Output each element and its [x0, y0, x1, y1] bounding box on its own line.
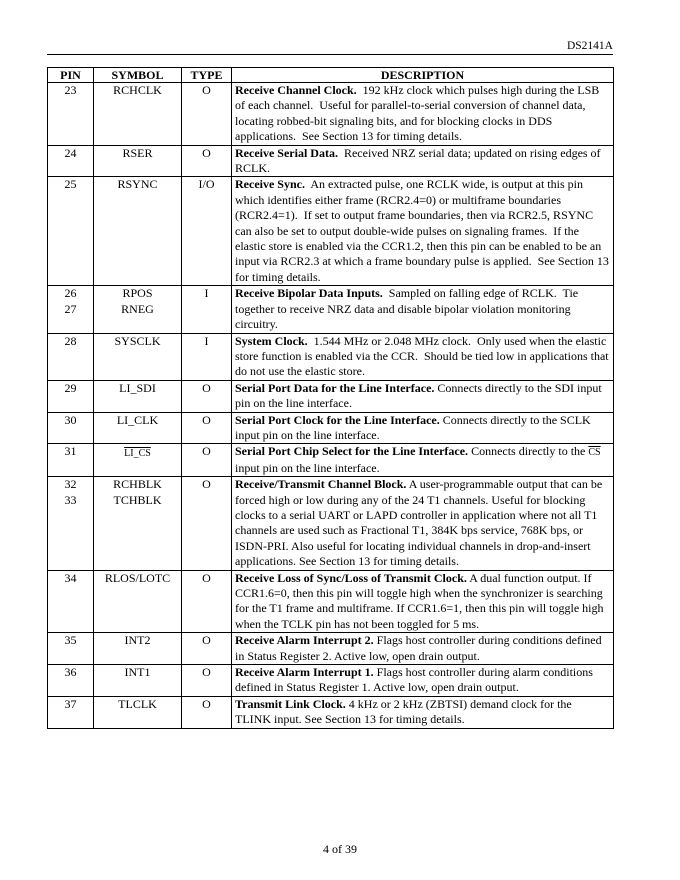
description-title: Receive Bipolar Data Inputs.	[235, 286, 383, 301]
table-header-row	[48, 68, 614, 83]
document-id: DS2141A	[566, 40, 613, 52]
description-cell	[232, 286, 614, 333]
description-title: Receive Channel Clock.	[235, 83, 357, 97]
description-cell	[232, 83, 614, 146]
pin-symbol: RSYNC	[117, 177, 158, 192]
pin-symbol: LI_CS	[124, 448, 151, 460]
type-cell: O	[182, 380, 232, 412]
page-number: 4 of 39	[323, 842, 357, 856]
table-row	[48, 665, 614, 697]
description-cell	[232, 412, 614, 444]
col-header-description: DESCRIPTION	[232, 68, 614, 83]
pin-cell	[48, 444, 94, 477]
pin-symbol: TLCLK	[118, 696, 157, 711]
type-cell: O	[182, 444, 232, 477]
type-cell: O	[182, 696, 232, 728]
description-title: Serial Port Clock for the Line Interface.	[235, 412, 440, 427]
type-cell: O	[182, 570, 232, 633]
description-cell	[232, 477, 614, 570]
col-header-type: TYPE	[182, 68, 232, 83]
col-header-symbol: SYMBOL	[94, 68, 182, 83]
symbol-cell	[94, 570, 182, 633]
description-cell	[232, 380, 614, 412]
pin-symbol: RNEG	[121, 301, 154, 316]
table-row	[48, 380, 614, 412]
description-text: 4 kHz or 2 kHz (ZBTSI) demand clock for the TLINK input. See Section 13 for timing details.	[235, 696, 575, 727]
description-text: 192 kHz clock which pulses high during the LSB of each channel. Useful for parallel-to-serial conversion of channel data, locating robbed-bit signaling bits, and for blocking clocks in DDS applications. See Section 13 for timing details.	[235, 83, 603, 144]
description-title: Transmit Link Clock.	[235, 696, 346, 711]
description-text: Connects directly to the	[468, 444, 589, 459]
description-text: Flags host controller during alarm conditions defined in Status Register 1. Active low, open drain output.	[235, 665, 596, 695]
pin-symbol: INT1	[124, 665, 151, 680]
pin-number: 30	[64, 412, 77, 427]
col-header-pin: PIN	[48, 68, 94, 83]
page-header	[47, 40, 613, 55]
description-title: System Clock.	[235, 333, 308, 348]
type-cell: O	[182, 665, 232, 697]
table-row	[48, 412, 614, 444]
symbol-cell	[94, 477, 182, 570]
pin-number: 24	[64, 145, 77, 160]
description-title: Receive Alarm Interrupt 2.	[235, 633, 374, 648]
pin-number: 31	[64, 444, 77, 459]
description-title: Receive Alarm Interrupt 1.	[235, 665, 374, 680]
pin-number: 28	[64, 333, 77, 348]
type-cell: I/O	[182, 177, 232, 286]
table-row	[48, 477, 614, 570]
description-title: Serial Port Chip Select for the Line Interface.	[235, 444, 469, 459]
description-text: Connects directly to the SCLK input pin on the line interface.	[235, 412, 594, 442]
description-text: A user-programmable output that can be forced high or low during any of the 24 T1 channels. Useful for blocking clocks to a serial UART or LAPD controller in application where not all T1 channels are used such as Fractional T1, 384K bps service, 768K bps, or ISDN-PRI. Also useful for locating individual channels in drop-and-insert applications. See Section 13 for timing details.	[235, 477, 606, 569]
table-row	[48, 177, 614, 286]
description-cell	[232, 696, 614, 728]
pin-cell	[48, 380, 94, 412]
table-row	[48, 286, 614, 333]
pin-cell	[48, 570, 94, 633]
description-text: 1.544 MHz or 2.048 MHz clock. Only used when the elastic store function is enabled via the CCR. Should be tied low in applications that do not use the elastic store.	[235, 333, 612, 379]
symbol-cell	[94, 380, 182, 412]
pin-cell	[48, 477, 94, 570]
symbol-cell	[94, 177, 182, 286]
pin-symbol: TCHBLK	[113, 492, 162, 507]
description-text: Received NRZ serial data; updated on rising edges of RCLK.	[235, 145, 604, 176]
table-row	[48, 145, 614, 177]
pin-number: 32	[64, 477, 77, 492]
table-row	[48, 83, 614, 146]
symbol-cell	[94, 412, 182, 444]
pin-cell	[48, 696, 94, 728]
overlined-signal: $\overline{CS}$	[588, 447, 601, 459]
description-text: Flags host controller during conditions defined in Status Register 2. Active low, open drain output.	[235, 633, 605, 663]
symbol-cell	[94, 665, 182, 697]
pin-symbol: RSER	[122, 145, 153, 160]
pin-cell	[48, 665, 94, 697]
table-row	[48, 633, 614, 665]
pin-cell	[48, 412, 94, 444]
type-cell: O	[182, 145, 232, 177]
pin-number: 25	[64, 177, 77, 192]
type-cell: O	[182, 83, 232, 146]
pin-number: 26	[64, 286, 77, 301]
description-title: Serial Port Data for the Line Interface.	[235, 380, 435, 395]
pin-symbol: RLOS/LOTC	[104, 570, 171, 585]
description-cell	[232, 444, 614, 477]
description-cell	[232, 665, 614, 697]
table-row	[48, 696, 614, 728]
pin-number: 34	[64, 570, 77, 585]
pin-number: 37	[64, 696, 77, 711]
description-title: Receive Serial Data.	[235, 145, 338, 160]
description-cell	[232, 633, 614, 665]
symbol-cell	[94, 633, 182, 665]
description-text: A dual function output. If CCR1.6=0, then this pin will toggle high when the synchronizer is searching for the T1 frame and multiframe. If CCR1.6=1, then this pin will toggle high when the TCLK pin has not been toggled for 5 ms.	[235, 570, 607, 631]
symbol-cell	[94, 286, 182, 333]
table-row	[48, 444, 614, 477]
symbol-cell	[94, 696, 182, 728]
pin-cell	[48, 145, 94, 177]
pin-symbol: LI_CLK	[116, 412, 159, 427]
description-text: An extracted pulse, one RCLK wide, is output at this pin which identifies either frame (RCR2.4=0) or multiframe boundaries (RCR2.4=1). If set to output frame boundaries, then via RCR2.5, RSYNC can also be set to output double-wide pulses on signaling frames. If the elastic store is enabled via the CCR1.2, then this pin can be enabled to be an input via RCR2.3 at which a frame boundary pulse is applied. See Section 13 for timing details.	[235, 177, 612, 284]
pin-cell	[48, 177, 94, 286]
description-text: Connects directly to the SDI input pin on the line interface.	[235, 380, 605, 411]
type-cell: O	[182, 412, 232, 444]
pin-symbol: RPOS	[122, 286, 153, 301]
pin-symbol: LI_SDI	[119, 380, 156, 395]
pin-number: 29	[64, 380, 77, 395]
description-title: Receive Loss of Sync/Loss of Transmit Clock.	[235, 570, 467, 585]
type-cell: O	[182, 633, 232, 665]
description-text-tail: input pin on the line interface.	[235, 444, 604, 475]
description-title: Receive/Transmit Channel Block.	[235, 477, 407, 492]
pin-number: 35	[64, 633, 77, 648]
pin-cell	[48, 633, 94, 665]
pin-symbol: RCHCLK	[113, 83, 162, 97]
type-cell: I	[182, 333, 232, 380]
description-text: Sampled on falling edge of RCLK. Tie together to receive NRZ data and disable bipolar violation monitoring circuitry.	[235, 286, 582, 332]
pin-cell	[48, 83, 94, 146]
symbol-cell	[94, 83, 182, 146]
pin-symbol: INT2	[124, 633, 151, 648]
table-row	[48, 333, 614, 380]
type-cell: I	[182, 286, 232, 333]
pin-cell	[48, 286, 94, 333]
pin-number: 23	[64, 83, 77, 97]
pin-symbol: SYSCLK	[114, 333, 161, 348]
type-cell: O	[182, 477, 232, 570]
pin-symbol: RCHBLK	[113, 477, 162, 492]
description-title: Receive Sync.	[235, 177, 305, 192]
description-cell	[232, 145, 614, 177]
symbol-cell	[94, 145, 182, 177]
pin-number: 33	[64, 492, 77, 507]
table-row	[48, 570, 614, 633]
pin-cell	[48, 333, 94, 380]
symbol-cell	[94, 444, 182, 477]
symbol-cell	[94, 333, 182, 380]
pin-number: 36	[64, 665, 77, 680]
description-cell	[232, 177, 614, 286]
description-cell	[232, 570, 614, 633]
pin-number: 27	[64, 301, 77, 316]
pin-description-table	[47, 67, 614, 729]
description-cell	[232, 333, 614, 380]
